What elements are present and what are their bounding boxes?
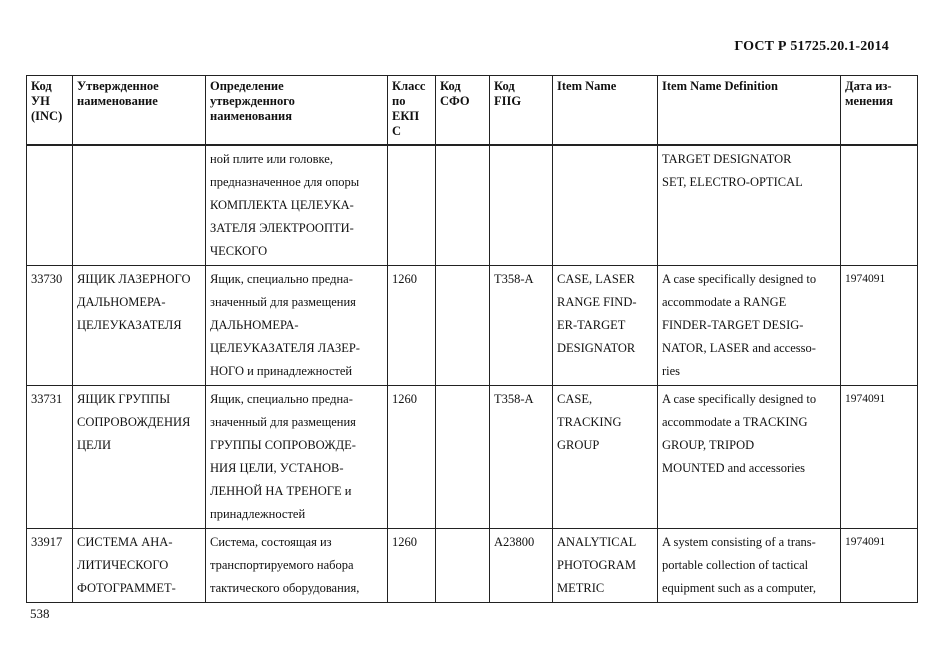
cell-value: 1260 bbox=[392, 535, 417, 549]
cell-line: ЦЕЛЕУКАЗАТЕЛЯ ЛАЗЕР- bbox=[210, 341, 360, 355]
cell-line: ER-TARGET bbox=[557, 318, 626, 332]
cell-item-name bbox=[553, 145, 658, 266]
col-header-item-definition bbox=[658, 76, 841, 146]
cell-line: тактического оборудования, bbox=[210, 581, 360, 595]
cell-item-definition bbox=[658, 145, 841, 266]
cell-line: GROUP, TRIPOD bbox=[662, 438, 755, 452]
cell-line: FINDER-TARGET DESIG- bbox=[662, 318, 804, 332]
cell-value: 1974091 bbox=[845, 393, 886, 405]
cell-line: TRACKING bbox=[557, 415, 622, 429]
standard-code-header: ГОСТ Р 51725.20.1-2014 bbox=[734, 39, 889, 54]
cell-line: НОГО и принадлежностей bbox=[210, 364, 353, 378]
col-header-approved-name bbox=[73, 76, 206, 146]
table-row bbox=[27, 529, 918, 603]
cell-line: Ящик, специально предна- bbox=[210, 272, 353, 286]
cell-line: portable collection of tactical bbox=[662, 558, 809, 572]
table-row bbox=[27, 145, 918, 266]
cell-line: ДАЛЬНОМЕРА- bbox=[210, 318, 299, 332]
header-line: менения bbox=[845, 94, 893, 108]
cell-line: Система, состоящая из bbox=[210, 535, 332, 549]
header-line: Код bbox=[440, 79, 461, 93]
cell-fiig bbox=[490, 266, 553, 386]
cell-line: TARGET DESIGNATOR bbox=[662, 152, 792, 166]
col-header-class bbox=[388, 76, 436, 146]
header-line: Дата из- bbox=[845, 79, 892, 93]
cell-value: 33730 bbox=[31, 272, 63, 286]
cell-item-definition bbox=[658, 529, 841, 603]
table-row bbox=[27, 386, 918, 529]
cell-value: T358-A bbox=[494, 272, 534, 286]
cell-item-name bbox=[553, 529, 658, 603]
cell-item-name bbox=[553, 266, 658, 386]
cell-sfo bbox=[436, 266, 490, 386]
cell-line: SET, ELECTRO-OPTICAL bbox=[662, 175, 803, 189]
cell-line: принадлежностей bbox=[210, 507, 306, 521]
cell-line: ЯЩИК ГРУППЫ bbox=[77, 392, 171, 406]
cell-line: RANGE FIND- bbox=[557, 295, 637, 309]
cell-definition bbox=[206, 145, 388, 266]
cell-item-definition bbox=[658, 386, 841, 529]
table-row bbox=[27, 266, 918, 386]
header-line: наименования bbox=[210, 109, 293, 123]
cell-line: DESIGNATOR bbox=[557, 341, 636, 355]
cell-line: ANALYTICAL bbox=[557, 535, 637, 549]
cell-line: ЛИТИЧЕСКОГО bbox=[77, 558, 169, 572]
cell-line: СИСТЕМА АНА- bbox=[77, 535, 173, 549]
header-line: FIIG bbox=[494, 94, 522, 108]
cell-line: A case specifically designed to bbox=[662, 272, 817, 286]
table-header-row bbox=[27, 76, 918, 146]
header-line: УН bbox=[31, 94, 50, 108]
cell-line: ЯЩИК ЛАЗЕРНОГО bbox=[77, 272, 191, 286]
col-header-fiig bbox=[490, 76, 553, 146]
col-header-definition bbox=[206, 76, 388, 146]
header-line: Утвержденное bbox=[77, 79, 159, 93]
cell-fiig bbox=[490, 529, 553, 603]
cell-value: 1974091 bbox=[845, 273, 886, 285]
cell-line: ДАЛЬНОМЕРА- bbox=[77, 295, 166, 309]
header-line: Item Name bbox=[557, 79, 617, 93]
header-line: СФО bbox=[440, 94, 470, 108]
header-line: Item Name Definition bbox=[662, 79, 778, 93]
cell-sfo bbox=[436, 145, 490, 266]
cell-approved-name bbox=[73, 266, 206, 386]
cell-definition bbox=[206, 266, 388, 386]
cell-line: GROUP bbox=[557, 438, 600, 452]
cell-line: КОМПЛЕКТА ЦЕЛЕУКА- bbox=[210, 198, 354, 212]
cell-line: значенный для размещения bbox=[210, 415, 356, 429]
catalog-table bbox=[26, 75, 918, 603]
cell-line: CASE, LASER bbox=[557, 272, 635, 286]
cell-approved-name bbox=[73, 529, 206, 603]
col-header-inc-code bbox=[27, 76, 73, 146]
cell-class bbox=[388, 529, 436, 603]
cell-line: ЦЕЛИ bbox=[77, 438, 112, 452]
col-header-sfo bbox=[436, 76, 490, 146]
cell-line: транспортируемого набора bbox=[210, 558, 354, 572]
cell-definition bbox=[206, 529, 388, 603]
cell-line: accommodate a RANGE bbox=[662, 295, 787, 309]
cell-change-date bbox=[841, 386, 918, 529]
cell-line: ЗАТЕЛЯ ЭЛЕКТРООПТИ- bbox=[210, 221, 354, 235]
cell-line: accommodate a TRACKING bbox=[662, 415, 808, 429]
cell-line: НИЯ ЦЕЛИ, УСТАНОВ- bbox=[210, 461, 344, 475]
header-line: наименование bbox=[77, 94, 158, 108]
cell-inc-code bbox=[27, 529, 73, 603]
cell-approved-name bbox=[73, 386, 206, 529]
header-line: С bbox=[392, 124, 402, 138]
cell-fiig bbox=[490, 145, 553, 266]
cell-inc-code bbox=[27, 266, 73, 386]
cell-value: 33731 bbox=[31, 392, 63, 406]
cell-fiig bbox=[490, 386, 553, 529]
cell-line: ЦЕЛЕУКАЗАТЕЛЯ bbox=[77, 318, 182, 332]
table-body bbox=[27, 145, 918, 603]
cell-inc-code bbox=[27, 145, 73, 266]
col-header-change-date bbox=[841, 76, 918, 146]
cell-value: A23800 bbox=[494, 535, 535, 549]
cell-line: METRIC bbox=[557, 581, 605, 595]
header-line: (INC) bbox=[31, 109, 63, 123]
cell-line: NATOR, LASER and accesso- bbox=[662, 341, 816, 355]
cell-item-definition bbox=[658, 266, 841, 386]
cell-value: 1974091 bbox=[845, 536, 886, 548]
header-line: утвержденного bbox=[210, 94, 295, 108]
page-number: 538 bbox=[30, 606, 50, 621]
cell-line: ГРУППЫ СОПРОВОЖДЕ- bbox=[210, 438, 356, 452]
cell-class bbox=[388, 145, 436, 266]
cell-approved-name bbox=[73, 145, 206, 266]
col-header-item-name bbox=[553, 76, 658, 146]
cell-line: A case specifically designed to bbox=[662, 392, 817, 406]
cell-value: 33917 bbox=[31, 535, 63, 549]
header-line: по bbox=[392, 94, 406, 108]
cell-class bbox=[388, 266, 436, 386]
cell-line: MOUNTED and accessories bbox=[662, 461, 806, 475]
cell-class bbox=[388, 386, 436, 529]
cell-sfo bbox=[436, 386, 490, 529]
cell-change-date bbox=[841, 145, 918, 266]
header-line: ЕКП bbox=[392, 109, 420, 123]
header-line: Код bbox=[494, 79, 515, 93]
cell-line: ФОТОГРАММЕТ- bbox=[77, 581, 176, 595]
cell-sfo bbox=[436, 529, 490, 603]
cell-value: T358-A bbox=[494, 392, 534, 406]
cell-line: CASE, bbox=[557, 392, 593, 406]
cell-line: equipment such as a computer, bbox=[662, 581, 816, 595]
cell-value: 1260 bbox=[392, 392, 417, 406]
cell-line: значенный для размещения bbox=[210, 295, 356, 309]
cell-definition bbox=[206, 386, 388, 529]
cell-line: A system consisting of a trans- bbox=[662, 535, 816, 549]
cell-line: предназначенное для опоры bbox=[210, 175, 360, 189]
cell-inc-code bbox=[27, 386, 73, 529]
cell-line: ries bbox=[662, 364, 681, 378]
cell-change-date bbox=[841, 529, 918, 603]
cell-change-date bbox=[841, 266, 918, 386]
cell-line: СОПРОВОЖДЕНИЯ bbox=[77, 415, 191, 429]
header-line: Код bbox=[31, 79, 52, 93]
cell-line: ЧЕСКОГО bbox=[210, 244, 268, 258]
cell-item-name bbox=[553, 386, 658, 529]
cell-line: ЛЕННОЙ НА ТРЕНОГЕ и bbox=[210, 484, 352, 498]
cell-line: PHOTOGRAM bbox=[557, 558, 636, 572]
cell-line: Ящик, специально предна- bbox=[210, 392, 353, 406]
header-line: Определение bbox=[210, 79, 284, 93]
cell-value: 1260 bbox=[392, 272, 417, 286]
header-line: Класс bbox=[392, 79, 426, 93]
cell-line: ной плите или головке, bbox=[210, 152, 333, 166]
